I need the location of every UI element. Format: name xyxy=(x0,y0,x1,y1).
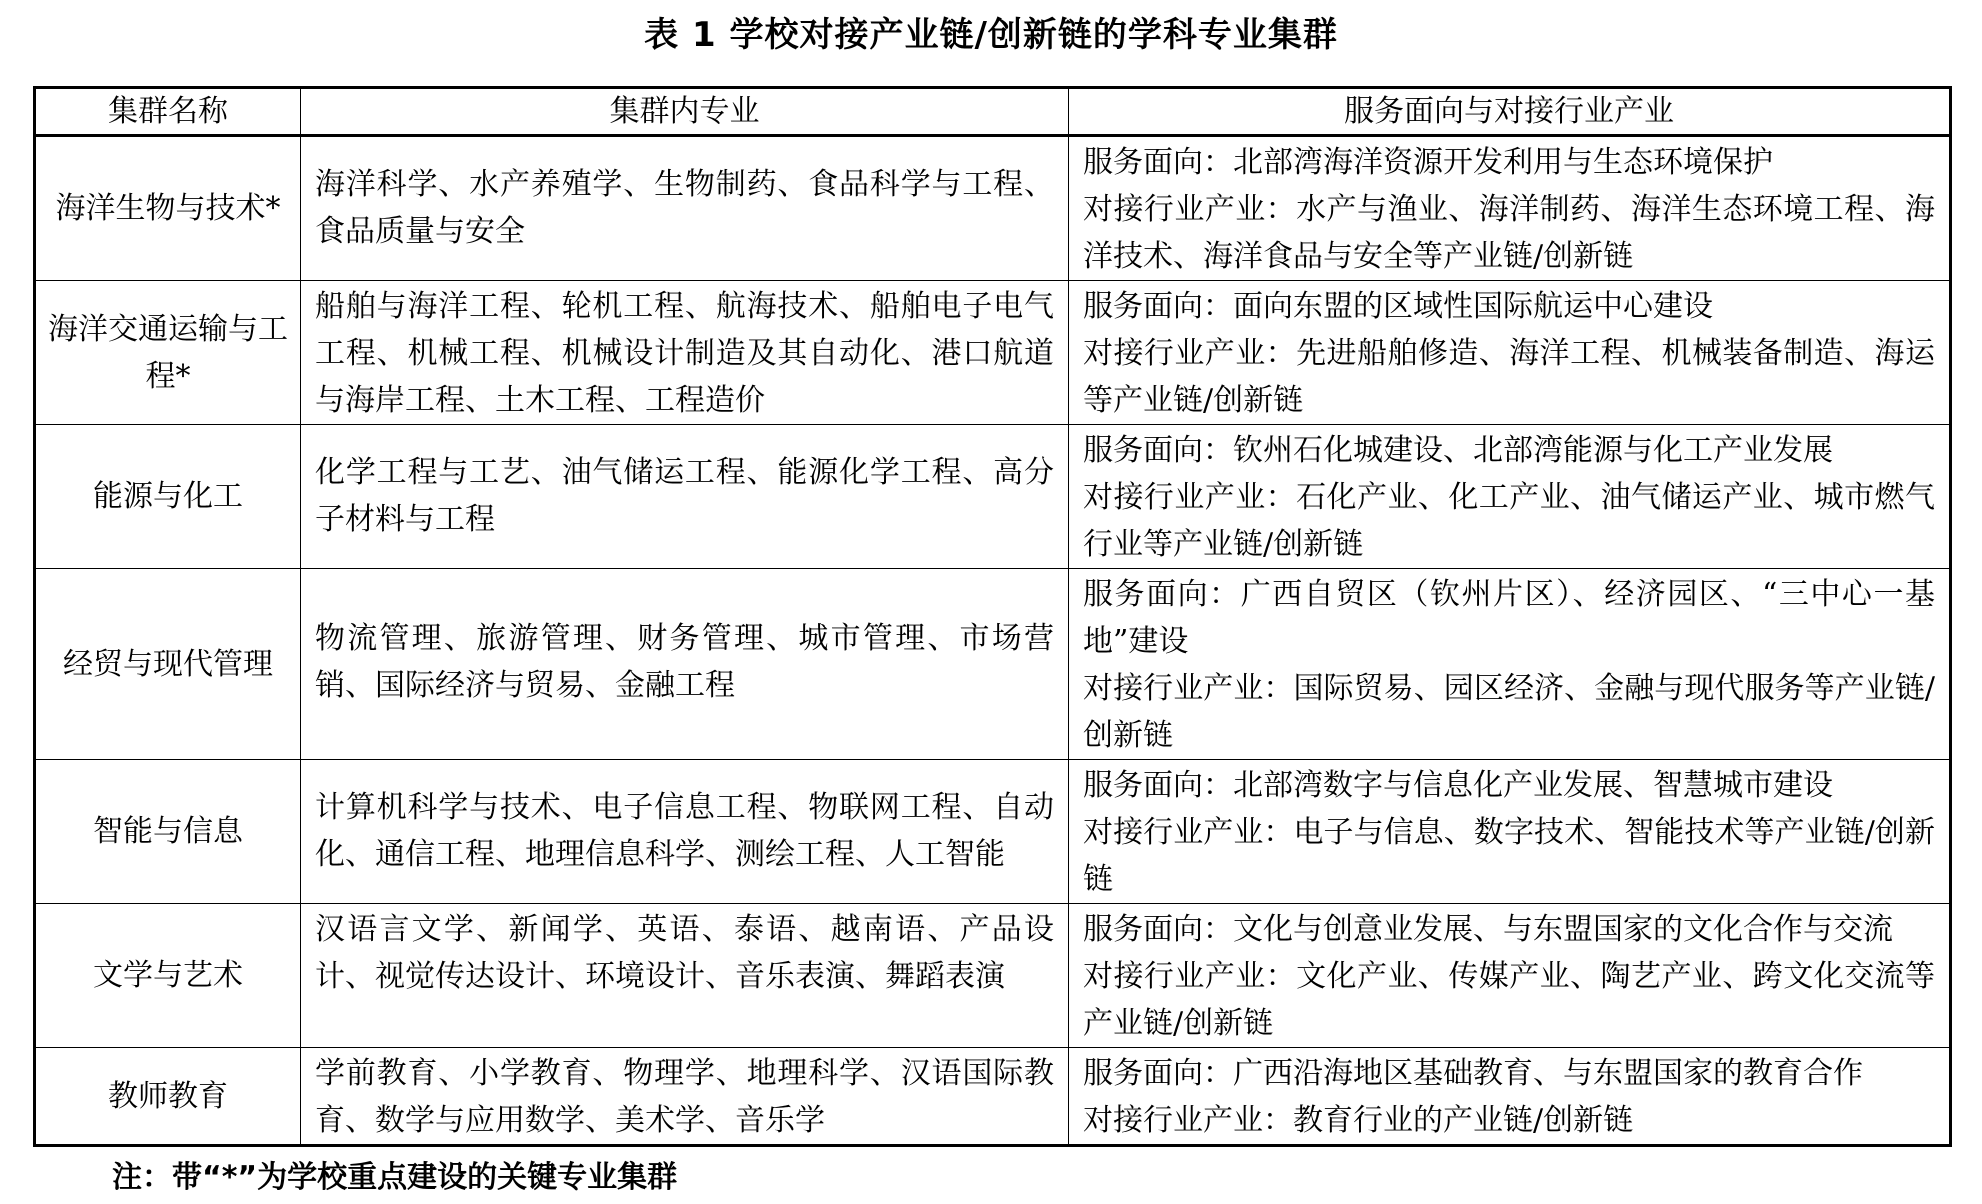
industry-connection: 对接行业产业：石化产业、化工产业、油气储运产业、城市燃气行业等产业链/创新链 xyxy=(1083,480,1935,562)
cluster-name: 智能与信息 xyxy=(35,760,301,904)
industry-connection: 对接行业产业：先进船舶修造、海洋工程、机械装备制造、海运等产业链/创新链 xyxy=(1083,336,1935,418)
header-cluster-name: 集群名称 xyxy=(35,88,301,136)
service-orientation: 服务面向：广西沿海地区基础教育、与东盟国家的教育合作 xyxy=(1083,1056,1863,1091)
table-row xyxy=(35,569,1951,760)
industry-connection: 对接行业产业：教育行业的产业链/创新链 xyxy=(1083,1103,1634,1138)
service-orientation: 服务面向：北部湾海洋资源开发利用与生态环境保护 xyxy=(1083,145,1773,180)
cluster-name: 经贸与现代管理 xyxy=(35,569,301,760)
cluster-majors: 汉语言文学、新闻学、英语、泰语、越南语、产品设计、视觉传达设计、环境设计、音乐表演、舞蹈表演 xyxy=(301,904,1069,1048)
table-header-row xyxy=(35,88,1951,136)
cluster-name: 海洋交通运输与工程* xyxy=(35,281,301,425)
cluster-majors: 计算机科学与技术、电子信息工程、物联网工程、自动化、通信工程、地理信息科学、测绘工程、人工智能 xyxy=(301,760,1069,904)
service-cell xyxy=(1069,760,1951,904)
cluster-name: 能源与化工 xyxy=(35,425,301,569)
cluster-majors: 海洋科学、水产养殖学、生物制药、食品科学与工程、食品质量与安全 xyxy=(301,136,1069,281)
table-row xyxy=(35,425,1951,569)
service-cell xyxy=(1069,136,1951,281)
service-cell xyxy=(1069,1048,1951,1146)
table-row xyxy=(35,281,1951,425)
table-row xyxy=(35,760,1951,904)
cluster-name: 文学与艺术 xyxy=(35,904,301,1048)
service-orientation: 服务面向：广西自贸区（钦州片区）、经济园区、“三中心一基地”建设 xyxy=(1083,577,1935,659)
industry-connection: 对接行业产业：文化产业、传媒产业、陶艺产业、跨文化交流等产业链/创新链 xyxy=(1083,959,1935,1041)
cluster-majors: 学前教育、小学教育、物理学、地理科学、汉语国际教育、数学与应用数学、美术学、音乐学 xyxy=(301,1048,1069,1146)
service-cell xyxy=(1069,281,1951,425)
service-orientation: 服务面向：面向东盟的区域性国际航运中心建设 xyxy=(1083,289,1713,324)
cluster-majors: 船舶与海洋工程、轮机工程、航海技术、船舶电子电气工程、机械工程、机械设计制造及其自动化、港口航道与海岸工程、土木工程、工程造价 xyxy=(301,281,1069,425)
industry-connection: 对接行业产业：水产与渔业、海洋制药、海洋生态环境工程、海洋技术、海洋食品与安全等产业链/创新链 xyxy=(1083,192,1935,274)
footnote: 注：带“*”为学校重点建设的关键专业集群 xyxy=(112,1160,678,1195)
service-cell xyxy=(1069,425,1951,569)
service-orientation: 服务面向：北部湾数字与信息化产业发展、智慧城市建设 xyxy=(1083,768,1833,803)
table-row xyxy=(35,904,1951,1048)
cluster-name: 教师教育 xyxy=(35,1048,301,1146)
cluster-name: 海洋生物与技术* xyxy=(35,136,301,281)
table-title: 表 1 学校对接产业链/创新链的学科专业集群 xyxy=(644,15,1338,55)
header-majors: 集群内专业 xyxy=(301,88,1069,136)
header-service-industry: 服务面向与对接行业产业 xyxy=(1069,88,1951,136)
service-orientation: 服务面向：钦州石化城建设、北部湾能源与化工产业发展 xyxy=(1083,433,1833,468)
service-cell xyxy=(1069,904,1951,1048)
cluster-table xyxy=(33,86,1952,1147)
cluster-majors: 化学工程与工艺、油气储运工程、能源化学工程、高分子材料与工程 xyxy=(301,425,1069,569)
table-row xyxy=(35,1048,1951,1146)
industry-connection: 对接行业产业：国际贸易、园区经济、金融与现代服务等产业链/创新链 xyxy=(1083,671,1935,753)
service-orientation: 服务面向：文化与创意业发展、与东盟国家的文化合作与交流 xyxy=(1083,912,1893,947)
table-row xyxy=(35,136,1951,281)
service-cell xyxy=(1069,569,1951,760)
cluster-majors: 物流管理、旅游管理、财务管理、城市管理、市场营销、国际经济与贸易、金融工程 xyxy=(301,569,1069,760)
industry-connection: 对接行业产业：电子与信息、数字技术、智能技术等产业链/创新链 xyxy=(1083,815,1935,897)
